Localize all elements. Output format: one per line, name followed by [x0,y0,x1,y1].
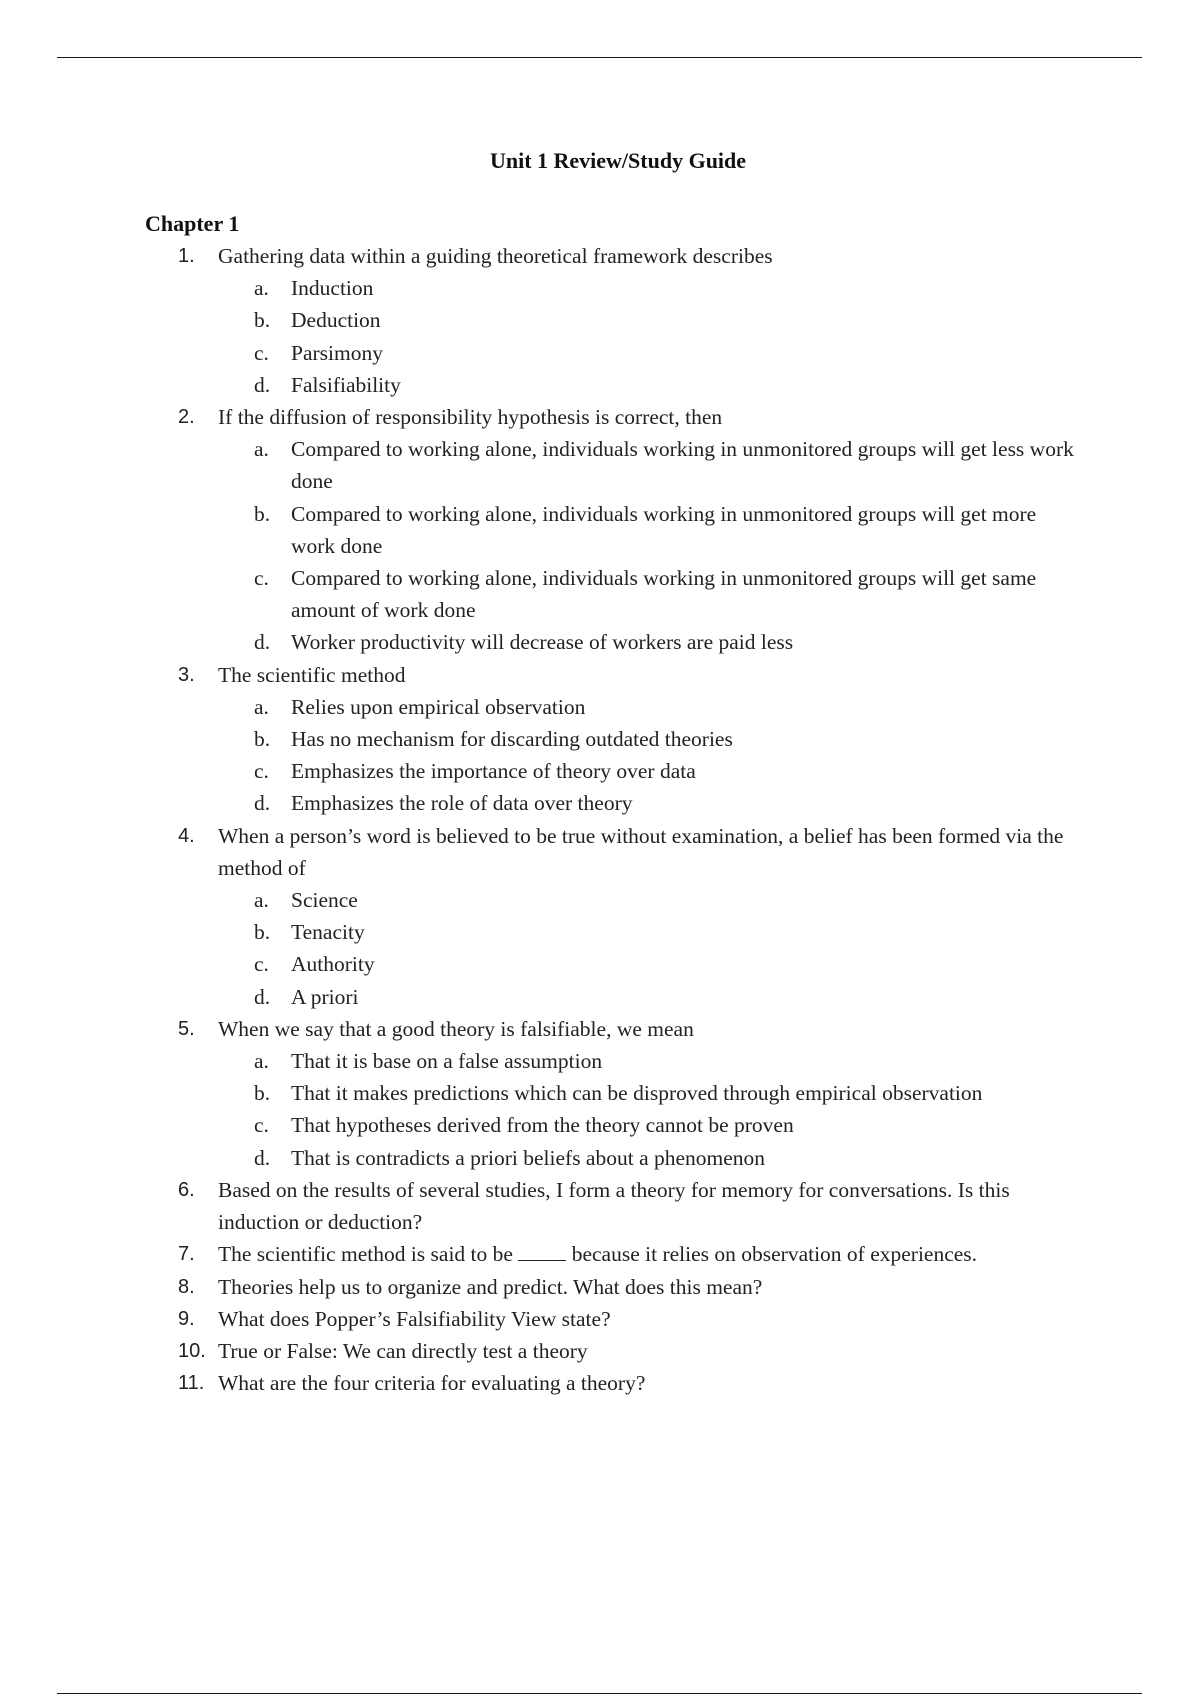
answer-options [218,884,1078,1013]
question-5 [0,1013,1078,1174]
answer-option [218,369,1078,401]
option-letter: c. [254,952,269,977]
answer-options [218,1045,1078,1174]
question-10 [0,1335,1078,1367]
footer-rule [57,1693,1142,1694]
option-text: That it is base on a false assumption [291,1049,603,1074]
question-number: 4. [178,824,195,847]
question-11 [0,1367,1078,1399]
fill-in-blank [518,1242,566,1261]
option-text: Compared to working alone, individuals working in unmonitored groups will get less work done [291,437,1074,494]
option-letter: b. [254,727,271,752]
answer-option [218,1077,1078,1109]
answer-option [218,916,1078,948]
question-8 [0,1271,1078,1303]
question-number: 6. [178,1178,195,1201]
answer-option [218,755,1078,787]
question-number: 3. [178,663,195,686]
question-number: 10. [178,1339,206,1362]
question-text-before-blank: The scientific method is said to be [218,1242,519,1267]
answer-option [218,1109,1078,1141]
answer-option [218,981,1078,1013]
question-text: Based on the results of several studies, I form a theory for memory for conversations. Is this induction or deduction? [218,1177,1010,1235]
option-text: Deduction [291,308,381,333]
option-text: That it makes predictions which can be disproved through empirical observation [291,1081,983,1106]
question-number: 1. [178,245,195,267]
option-letter: b. [254,308,271,333]
question-number: 9. [178,1307,195,1330]
question-text: True or False: We can directly test a theory [218,1338,588,1363]
option-letter: c. [254,1113,269,1138]
option-text: A priori [291,984,359,1009]
answer-option [218,272,1078,304]
option-letter: d. [254,791,271,816]
option-letter: d. [254,630,271,655]
option-text: Compared to working alone, individuals working in unmonitored groups will get same amount of work done [291,566,1037,623]
answer-options [218,433,1078,658]
answer-option [218,1142,1078,1174]
option-text: Emphasizes the role of data over theory [291,791,633,816]
question-number: 5. [178,1017,195,1040]
option-text: Relies upon empirical observation [291,694,586,719]
option-letter: b. [254,920,271,945]
question-text: Gathering data within a guiding theoretical framework describes [218,244,773,268]
answer-option [218,337,1078,369]
question-6 [0,1174,1078,1238]
question-text: When a person’s word is believed to be true without examination, a belief has been formed via the method of [218,823,1064,880]
answer-option [218,433,1078,497]
question-9 [0,1303,1078,1335]
answer-options [218,272,1078,401]
question-text: The scientific method [218,662,406,687]
answer-option [218,884,1078,916]
answer-options [218,691,1078,820]
option-text: Falsifiability [291,372,401,397]
option-text: Compared to working alone, individuals working in unmonitored groups will get more work done [291,501,1037,558]
option-text: Emphasizes the importance of theory over data [291,759,696,784]
option-text: Authority [291,952,375,977]
option-letter: d. [254,984,271,1009]
question-text: What does Popper’s Falsifiability View state? [218,1306,611,1331]
answer-option [218,498,1078,562]
question-1 [0,240,1078,401]
option-letter: a. [254,276,269,301]
question-text-after-blank: because it relies on observation of experiences. [566,1242,978,1267]
option-text: Worker productivity will decrease of workers are paid less [291,630,794,655]
option-text: That is contradicts a priori beliefs about a phenomenon [291,1145,766,1170]
question-number: 2. [178,406,195,429]
option-letter: d. [254,372,271,397]
option-text: Induction [291,276,374,301]
question-text: What are the four criteria for evaluating a theory? [218,1371,646,1396]
option-text: Has no mechanism for discarding outdated theories [291,727,733,752]
chapter-heading: Chapter 1 [145,211,240,236]
option-letter: b. [254,1081,271,1106]
option-letter: c. [254,566,269,591]
option-letter: c. [254,759,269,784]
option-text: Tenacity [291,920,365,945]
answer-option [218,787,1078,819]
document-title: Unit 1 Review/Study Guide [489,148,747,173]
option-text: Parsimony [291,340,383,365]
question-number: 7. [178,1243,195,1266]
question-number: 11. [178,1372,205,1395]
question-list [0,240,1200,1399]
option-letter: a. [254,888,269,913]
question-7 [0,1238,1078,1270]
answer-option [218,562,1078,626]
option-letter: c. [254,340,269,365]
answer-option [218,1045,1078,1077]
question-text: When we say that a good theory is falsifiable, we mean [218,1016,694,1041]
answer-option [218,304,1078,336]
question-3 [0,659,1078,820]
header-rule [57,57,1142,58]
answer-option [218,948,1078,980]
question-4 [0,820,1078,1013]
option-letter: d. [254,1145,271,1170]
question-text: Theories help us to organize and predict. What does this mean? [218,1274,763,1299]
question-text: If the diffusion of responsibility hypothesis is correct, then [218,405,723,430]
option-letter: a. [254,694,269,719]
question-2 [0,401,1078,659]
option-text: Science [291,888,358,913]
question-number: 8. [178,1275,195,1298]
answer-option [218,723,1078,755]
option-letter: b. [254,501,271,526]
option-text: That hypotheses derived from the theory cannot be proven [291,1113,794,1138]
answer-option [218,691,1078,723]
answer-option [218,626,1078,658]
option-letter: a. [254,437,269,462]
option-letter: a. [254,1049,269,1074]
